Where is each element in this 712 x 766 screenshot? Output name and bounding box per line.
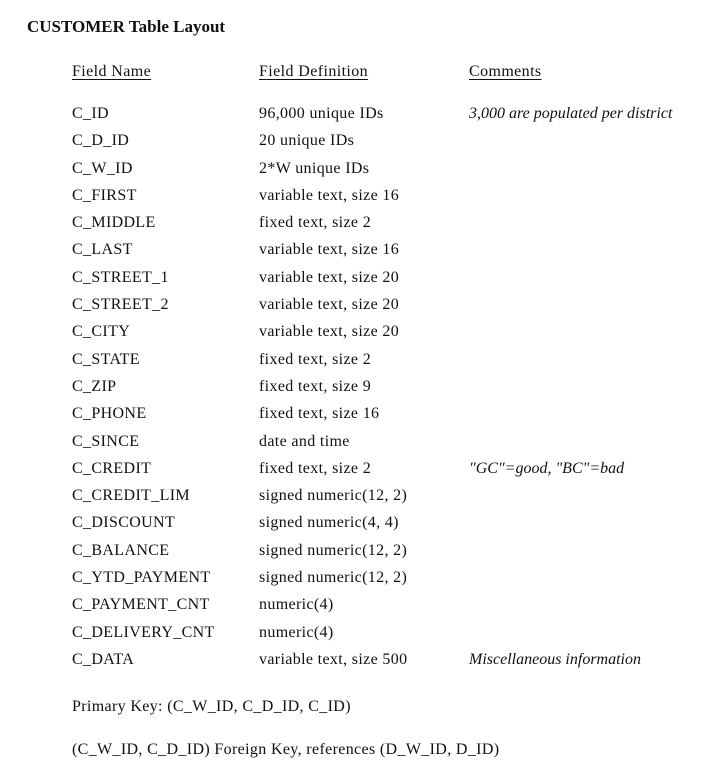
field-definition: signed numeric(12, 2) (259, 541, 408, 559)
table-row (0, 430, 712, 457)
field-definition: 96,000 unique IDs (259, 105, 384, 122)
field-name: C_STATE (72, 350, 140, 368)
table-row (0, 402, 712, 429)
table-row (0, 320, 712, 347)
table-row (0, 593, 712, 620)
field-name: C_PAYMENT_CNT (72, 596, 210, 614)
table-row (0, 348, 712, 375)
table-row (0, 293, 712, 320)
field-name: C_DISCOUNT (72, 514, 176, 532)
header-field-definition: Field Definition (259, 63, 369, 80)
field-definition: numeric(4) (259, 596, 334, 614)
field-name: C_CREDIT_LIM (72, 487, 190, 505)
table-row (0, 511, 712, 538)
page-title: CUSTOMER Table Layout (27, 17, 226, 36)
field-comment: Miscellaneous information (469, 650, 641, 668)
table-row (0, 566, 712, 593)
field-definition: variable text, size 20 (259, 323, 400, 341)
field-name: C_W_ID (72, 159, 133, 177)
table-row (0, 375, 712, 402)
field-definition: 20 unique IDs (259, 132, 355, 150)
field-definition: fixed text, size 16 (259, 405, 380, 423)
table-row (0, 484, 712, 511)
field-definition: signed numeric(12, 2) (259, 569, 408, 587)
field-name: C_BALANCE (72, 541, 170, 559)
field-name: C_FIRST (72, 186, 137, 204)
table-row (0, 184, 712, 211)
field-definition: variable text, size 500 (259, 650, 408, 668)
primary-key-note: Primary Key: (C_W_ID, C_D_ID, C_ID) (72, 698, 351, 715)
header-comments: Comments (469, 63, 542, 80)
field-name: C_ID (72, 105, 109, 122)
field-name: C_D_ID (72, 132, 130, 150)
table-row (0, 621, 712, 648)
field-name: C_YTD_PAYMENT (72, 569, 211, 587)
table-row (0, 457, 712, 484)
field-comment: "GC"=good, "BC"=bad (469, 459, 625, 477)
field-definition: variable text, size 20 (259, 296, 400, 314)
table-row (0, 157, 712, 184)
field-definition: fixed text, size 9 (259, 377, 372, 395)
field-definition: 2*W unique IDs (259, 159, 370, 177)
field-name: C_DATA (72, 650, 135, 668)
field-definition: fixed text, size 2 (259, 214, 372, 232)
field-name: C_SINCE (72, 432, 140, 450)
field-definition: variable text, size 20 (259, 268, 400, 286)
field-name: C_CREDIT (72, 459, 152, 477)
field-name: C_STREET_1 (72, 268, 169, 286)
field-comment: 3,000 are populated per district (469, 105, 673, 122)
header-field-name: Field Name (72, 63, 152, 80)
field-name: C_LAST (72, 241, 133, 259)
table-row (0, 266, 712, 293)
foreign-key-note: (C_W_ID, C_D_ID) Foreign Key, references (D_W_ID, D_ID) (72, 741, 500, 758)
table-row (0, 211, 712, 238)
field-name: C_CITY (72, 323, 131, 341)
field-name: C_ZIP (72, 377, 117, 395)
field-name: C_DELIVERY_CNT (72, 623, 215, 641)
field-definition: fixed text, size 2 (259, 459, 372, 477)
table-row (0, 238, 712, 265)
field-definition: variable text, size 16 (259, 186, 400, 204)
field-definition: numeric(4) (259, 623, 334, 641)
field-definition: signed numeric(12, 2) (259, 487, 408, 505)
field-definition: variable text, size 16 (259, 241, 400, 259)
field-name: C_MIDDLE (72, 214, 156, 232)
table-row (0, 129, 712, 156)
field-name: C_STREET_2 (72, 296, 169, 314)
table-row (0, 102, 712, 129)
field-table (0, 102, 712, 675)
field-definition: signed numeric(4, 4) (259, 514, 399, 532)
field-definition: fixed text, size 2 (259, 350, 372, 368)
field-definition: date and time (259, 432, 350, 450)
table-row (0, 648, 712, 675)
field-name: C_PHONE (72, 405, 147, 423)
table-row (0, 539, 712, 566)
